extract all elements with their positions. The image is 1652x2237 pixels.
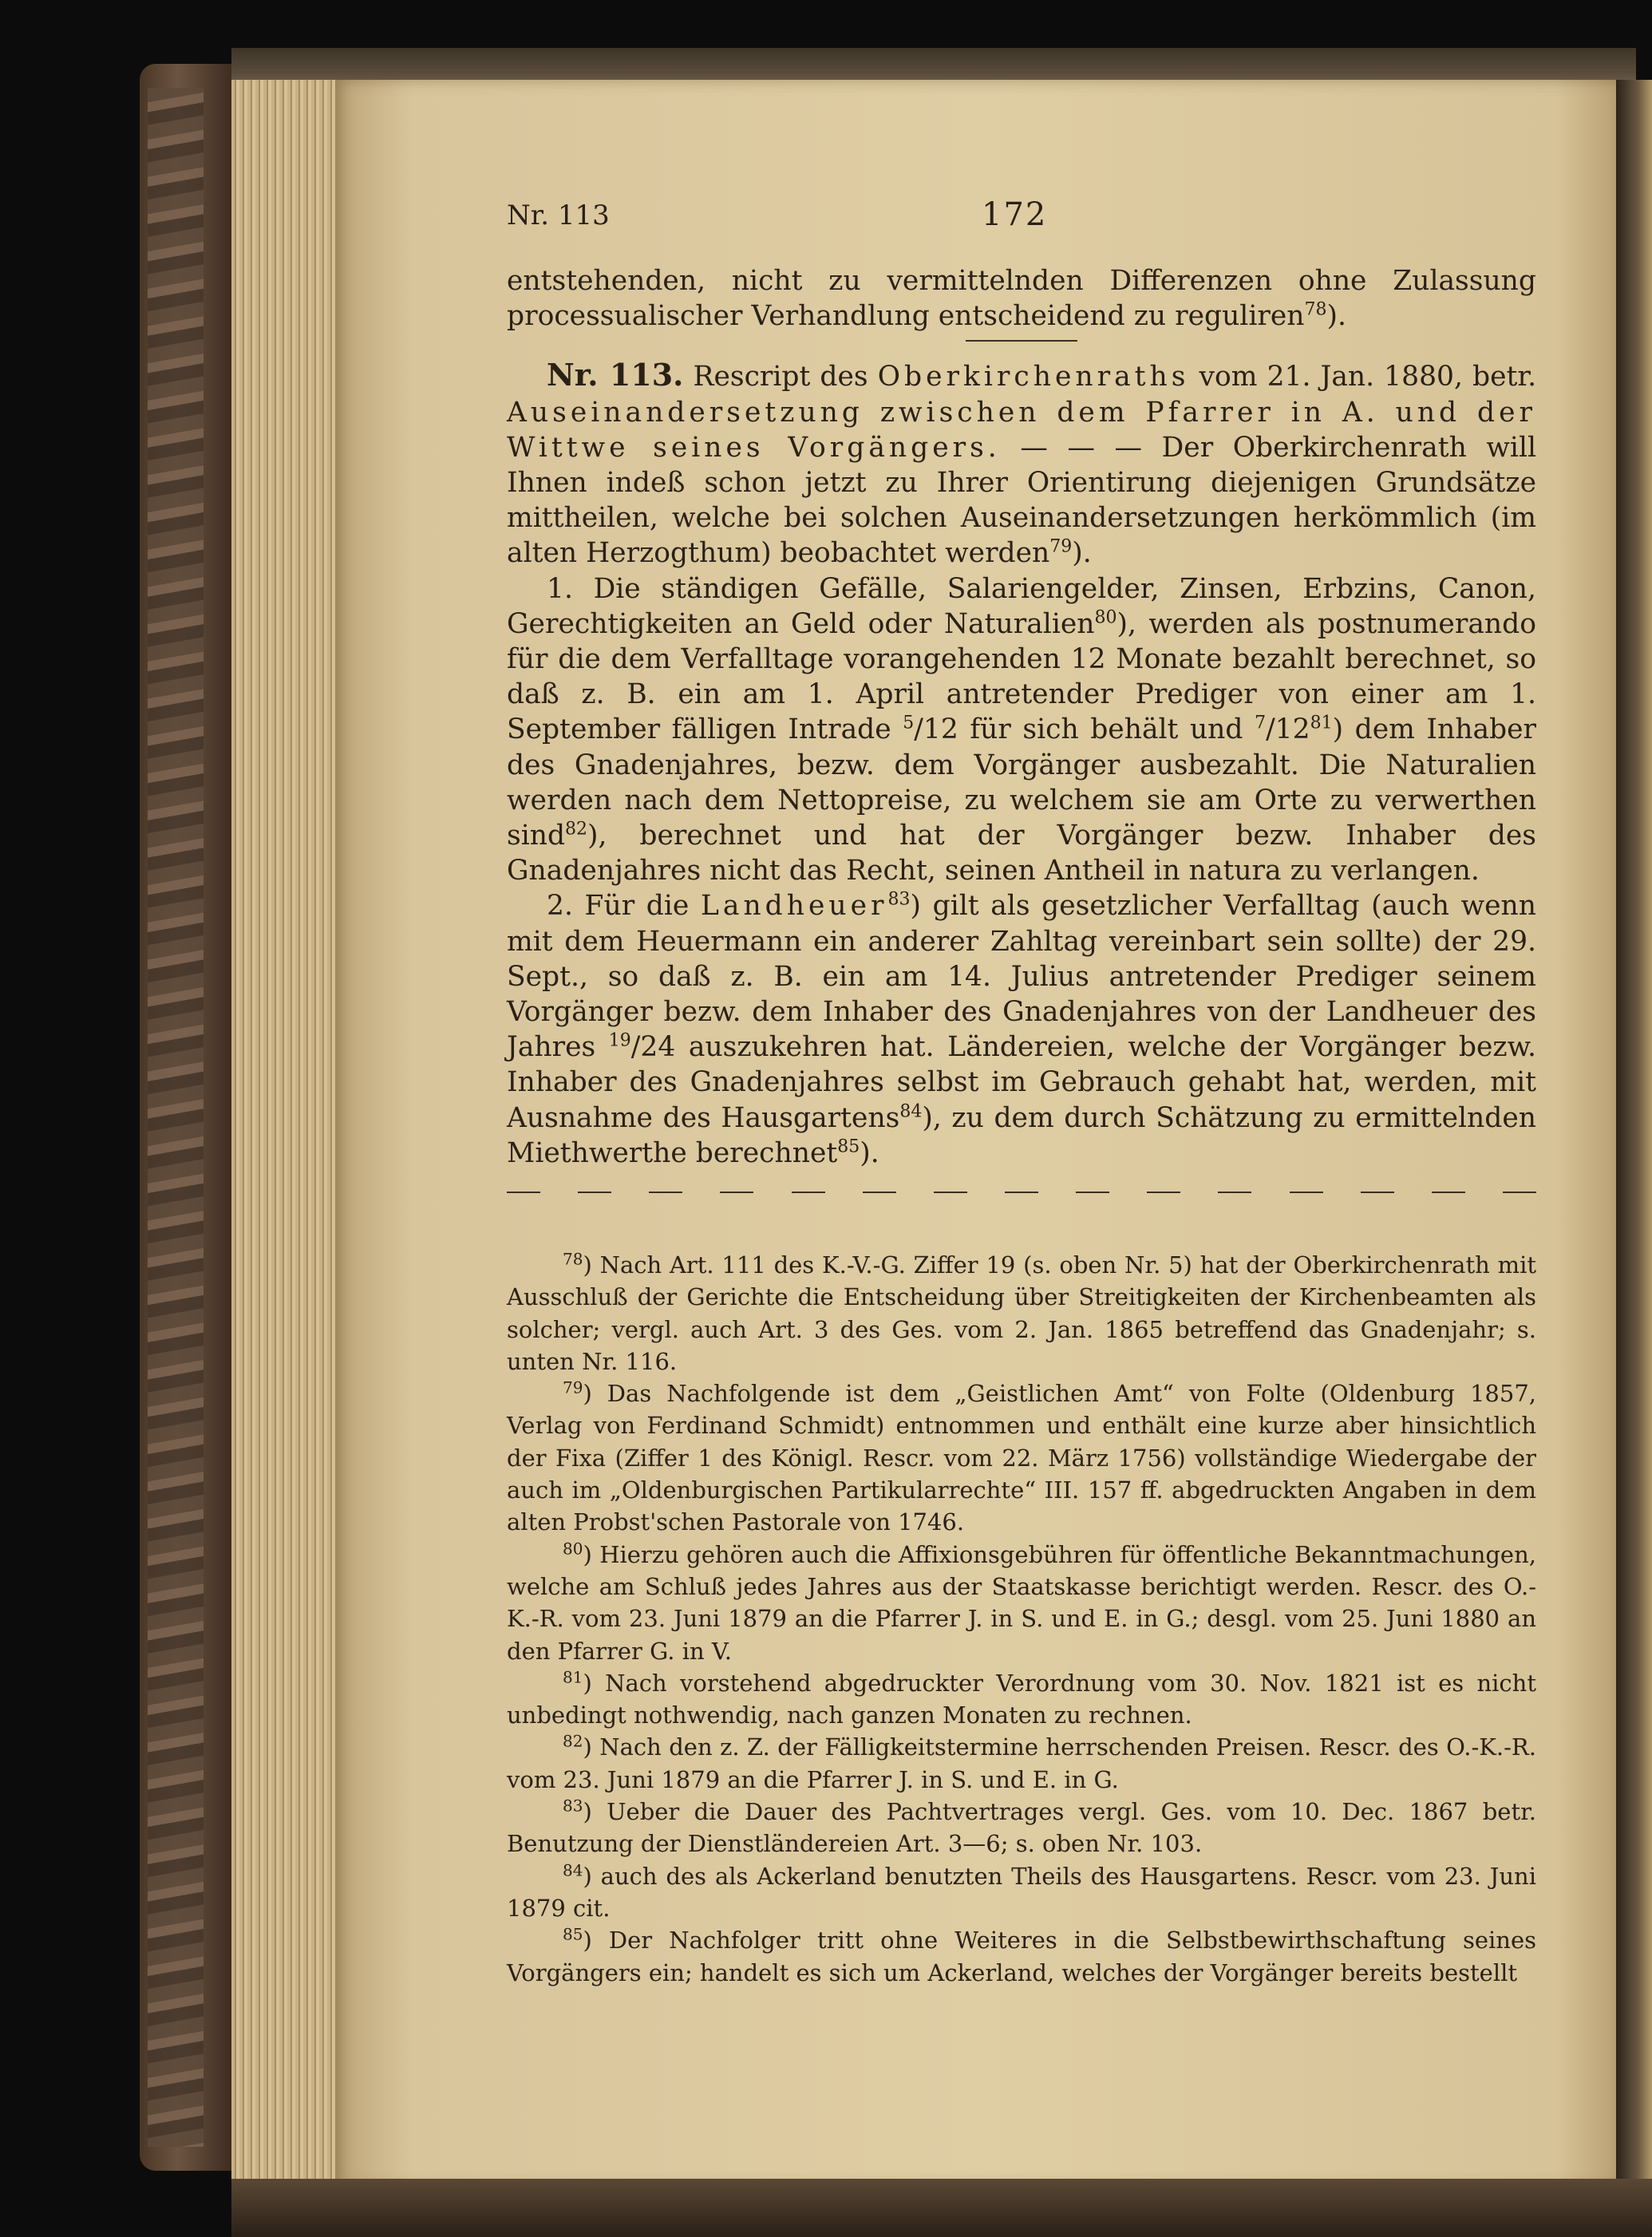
dash [507,1192,540,1193]
dash [1076,1192,1109,1193]
section-divider [966,340,1077,342]
footnote-82: $^{82}$) Nach den z. Z. der Fälligkeitstermine herrschenden Preisen. Rescr. des O.-K.-R. vom 23. Juni 1879 an die Pfarrer J. in S. und E. in G. [507,1731,1536,1793]
marbled-cover-edge [148,88,204,2147]
footnote-84: $^{84}$) auch des als Ackerland benutzten Theils des Hausgartens. Rescr. vom 23. Juni 1879 cit. [507,1860,1536,1922]
dash [1361,1192,1394,1193]
fraction-numerator: 7 [1255,713,1267,733]
footnote-ref: 84 [899,1101,923,1122]
dash [792,1192,825,1193]
footnote-79: $^{79}$) Das Nachfolgende ist dem „Geistlichen Amt“ von Folte (Oldenburg 1857, Verlag von Ferdinand Schmidt) entnommen und enthält eine kurze aber hinsichtlich der Fixa (Ziffer 1 des Königl. Rescr. vom 22. März 1756) vollständige Wiedergabe der auch im „Oldenburgischen Partikularrechte“ III. 157 ff. abgedruckten Angaben in dem alten Probst'schen Pastorale von 1746. [507,1377,1536,1536]
footnote-ref: 83 [887,889,911,910]
fraction-denominator: /12 [914,713,958,746]
fraction-denominator: /12 [1266,713,1310,746]
footnote-ref: 80 [1094,607,1117,628]
dash [1290,1192,1323,1193]
dash [1432,1192,1465,1193]
footnote-ref: 82 [565,819,588,840]
dash [863,1192,896,1193]
footnote-85: $^{85}$) Der Nachfolger tritt ohne Weiteres in die Selbstbewirthschaftung seines Vorgängers ein; handelt es sich um Ackerland, welches der Vorgänger bereits bestellt [507,1924,1536,1986]
page-number: 172 [982,196,1048,233]
footnote-ref: 79 [1049,536,1073,557]
dash [1503,1192,1536,1193]
footnotes [507,1249,1536,1989]
paragraph-1: 1. Die ständigen Gefälle, Salariengelder, Zinsen, Erbzins, Canon, Gerechtigkeiten an Geld oder Naturalien$^{80}$), werden als postnumerando für die dem Verfalltage vorangehenden 12 Monate bezahlt berechnet, so daß z. B. ein am 1. April antretender Prediger von einer am 1. September fälligen Intrade $^5$/12 für sich behält und $^7/12^{81}$) dem Inhaber des Gnadenjahres, bezw. dem Vorgänger ausbezahlt. Die Naturalien werden nach dem Nettopreise, zu welchem sie am Orte zu verwerthen sind$^{82}$), berechnet und hat der Vorgänger bezw. Inhaber des Gnadenjahres nicht das Recht, seinen Antheil in natura zu verlangen. [507,572,1537,887]
main-text [507,263,1536,1193]
fraction-numerator: 5 [903,713,915,733]
footnote-ref: 85 [837,1136,860,1157]
footnote-ref: 81 [1310,713,1333,733]
binding-bottom-edge [231,2179,1652,2237]
footnote-81: $^{81}$) Nach vorstehend abgedruckter Verordnung vom 30. Nov. 1821 ist es nicht unbedingt nothwendig, nach ganzen Monaten zu rechnen. [507,1667,1536,1729]
dash [720,1192,753,1193]
paragraph-2: 2. Für die Landheuer$^{83}$) gilt als gesetzlicher Verfalltag (auch wenn mit dem Heuermann ein anderer Zahltag vereinbart sein sollte) der 29. Sept., so daß z. B. ein am 14. Julius antretender Prediger seinem Vorgänger bezw. dem Inhaber des Gnadenjahres von der Landheuer des Jahres $^{19}$/24 auszukehren hat. Ländereien, welche der Vorgänger bezw. Inhaber des Gnadenjahres selbst im Gebrauch gehabt hat, werden, mit Ausnahme des Hausgartens$^{84}$), zu dem durch Schätzung zu ermittelnden Miethwerthe berechnet$^{85}$). [507,889,1537,1169]
page-stack-edges [231,80,343,2187]
carry-over-paragraph: entstehenden, nicht zu vermittelnden Differenzen ohne Zulassung processualischer Verhandlung entscheidend zu reguliren$^{78}$). [507,265,1536,333]
fraction-numerator: 19 [608,1030,631,1051]
footnote-ref: 78 [1304,299,1327,320]
dash [934,1192,967,1193]
dash [578,1192,611,1193]
dash [1005,1192,1038,1193]
dash [649,1192,682,1193]
footnote-80: $^{80}$) Hierzu gehören auch die Affixionsgebühren für öffentliche Bekanntmachungen, welche am Schluß jedes Jahres aus der Staatskasse berichtigt werden. Rescr. des O.-K.-R. vom 23. Juni 1879 an die Pfarrer J. in S. und E. in G.; desgl. vom 25. Juni 1880 an den Pfarrer G. in V. [507,1539,1536,1665]
dash [1147,1192,1180,1193]
footnote-78: $^{78}$) Nach Art. 111 des K.-V.-G. Ziffer 19 (s. oben Nr. 5) hat der Oberkirchenrath mit Ausschluß der Gerichte die Entscheidung über Streitigkeiten der Kirchenbeamten als solcher; vergl. auch Art. 3 des Ges. vom 2. Jan. 1865 betreffend das Gnadenjahr; s. unten Nr. 116. [507,1249,1536,1375]
section-number: Nr. 113. [547,357,684,393]
gutter-edge [1616,80,1652,2187]
footnote-83: $^{83}$) Ueber die Dauer des Pachtvertrages vergl. Ges. vom 10. Dec. 1867 betr. Benutzung der Dienstländereien Art. 3—6; s. oben Nr. 103. [507,1796,1536,1858]
fraction-denominator: /24 [630,1031,676,1064]
running-header: Nr. 113 [507,200,610,231]
section-heading-paragraph: Nr. 113. Rescript des Oberkirchenraths vom 21. Jan. 1880, betr. Auseinandersetzung zwischen dem Pfarrer in A. und der Wittwe seines Vorgängers. — — — Der Oberkirchenrath will Ihnen indeß schon jetzt zu Ihrer Orientirung diejenigen Grundsätze mittheilen, welche bei solchen Auseinandersetzungen herkömmlich (im alten Herzogthum) beobachtet werden$^{79}$). [507,357,1537,570]
dash [1218,1192,1251,1193]
dashed-separator [507,1192,1536,1193]
